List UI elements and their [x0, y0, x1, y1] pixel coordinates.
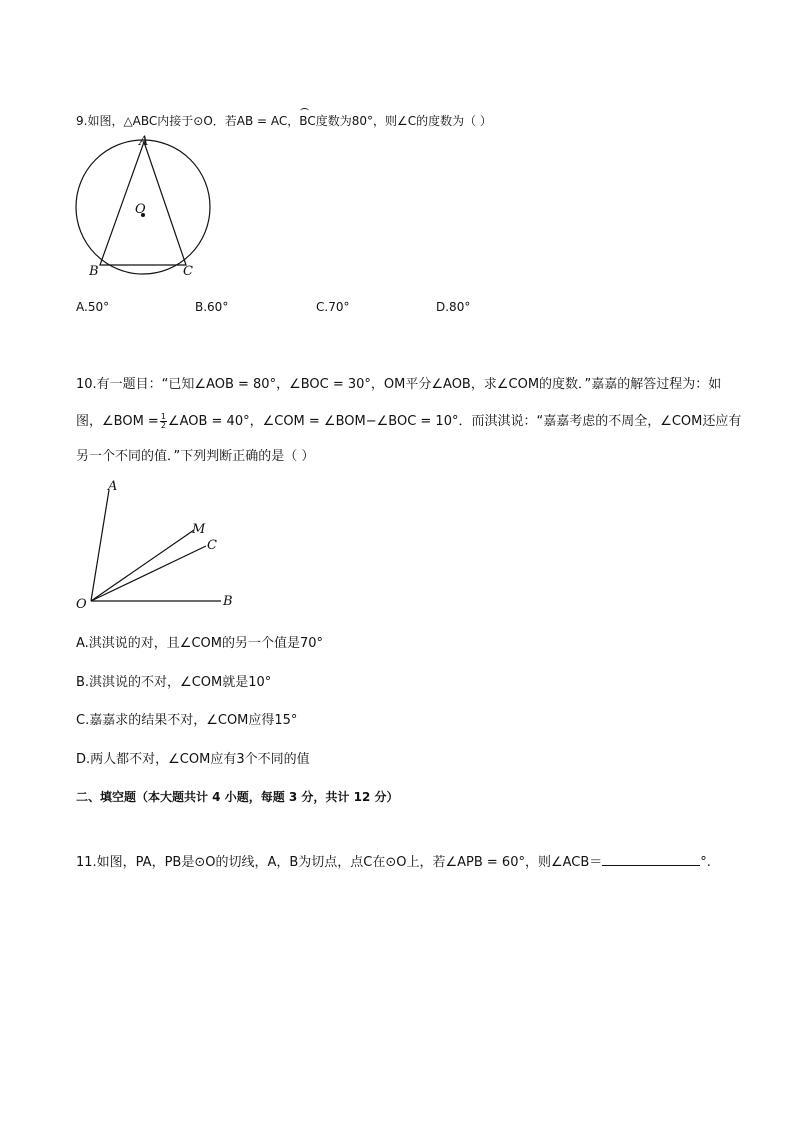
- q9-label-b: B: [89, 264, 99, 279]
- q10-option-c[interactable]: C.嘉嘉求的结果不对，∠COM应得15°: [76, 713, 298, 728]
- q10-option-d[interactable]: D.两人都不对，∠COM应有3个不同的值: [76, 752, 310, 767]
- q9-option-d[interactable]: D.80°: [436, 300, 471, 314]
- q9-arc-label: BC: [299, 114, 316, 128]
- q10-stem-line3: 另一个不同的值．”下列判断正确的是（ ）: [76, 449, 315, 464]
- q10-stem-line2: [76, 413, 741, 430]
- q10-figure: [74, 476, 244, 616]
- q10-ray-oc: [91, 546, 206, 601]
- q10-label-m: M: [192, 522, 206, 537]
- q9-figure: [70, 135, 220, 285]
- q11-answer-blank[interactable]: [602, 853, 700, 866]
- q9-label-a: A: [139, 134, 149, 149]
- q9-text-before-arc: 如图，△ABC内接于⊙O．若AB = AC，: [87, 114, 300, 128]
- q10-ray-om: [91, 530, 194, 601]
- q9-text-after-arc: 度数为80°，则∠C的度数为（ ）: [315, 114, 492, 128]
- q11-stem: [76, 853, 711, 871]
- section-fill-in-blank-title: 二、填空题（本大题共计 4 小题，每题 3 分，共计 12 分）: [76, 790, 399, 804]
- q10-label-b: B: [223, 594, 233, 609]
- q10-option-b[interactable]: B.淇淇说的不对，∠COM就是10°: [76, 675, 272, 690]
- q11-text: 11.如图，PA，PB是⊙O的切线，A，B为切点，点C在⊙O上，若∠APB = 60°，则∠ACB＝: [76, 855, 603, 870]
- q9-option-b[interactable]: B.60°: [195, 300, 229, 314]
- q10-fraction-denominator: 2: [160, 421, 166, 430]
- q10-label-o: O: [76, 597, 87, 612]
- q10-line2-start: 图，∠BOM =: [76, 414, 159, 429]
- q10-fraction-numerator: 1: [160, 412, 166, 421]
- q10-line2-end: ∠AOB = 40°，∠COM = ∠BOM−∠BOC = 10°．而淇淇说：“嘉嘉考虑的不周全，∠COM还应有: [167, 414, 742, 429]
- q9-option-c[interactable]: C.70°: [316, 300, 350, 314]
- q9-stem: [76, 113, 492, 129]
- q9-number: 9.: [76, 114, 88, 128]
- q10-fraction: [160, 413, 167, 430]
- q9-option-a[interactable]: A.50°: [76, 300, 110, 314]
- q9-label-c: C: [183, 264, 193, 279]
- q10-ray-oa: [91, 490, 109, 601]
- q9-label-o: O: [135, 202, 146, 217]
- q10-label-a: A: [108, 479, 118, 494]
- q11-suffix: °.: [700, 855, 711, 870]
- q10-option-a[interactable]: A.淇淇说的对，且∠COM的另一个值是70°: [76, 636, 324, 651]
- q10-label-c: C: [207, 538, 217, 553]
- q10-stem-line1: 10.有一题目：“已知∠AOB = 80°，∠BOC = 30°，OM平分∠AOB，求∠COM的度数．”嘉嘉的解答过程为：如: [76, 377, 722, 392]
